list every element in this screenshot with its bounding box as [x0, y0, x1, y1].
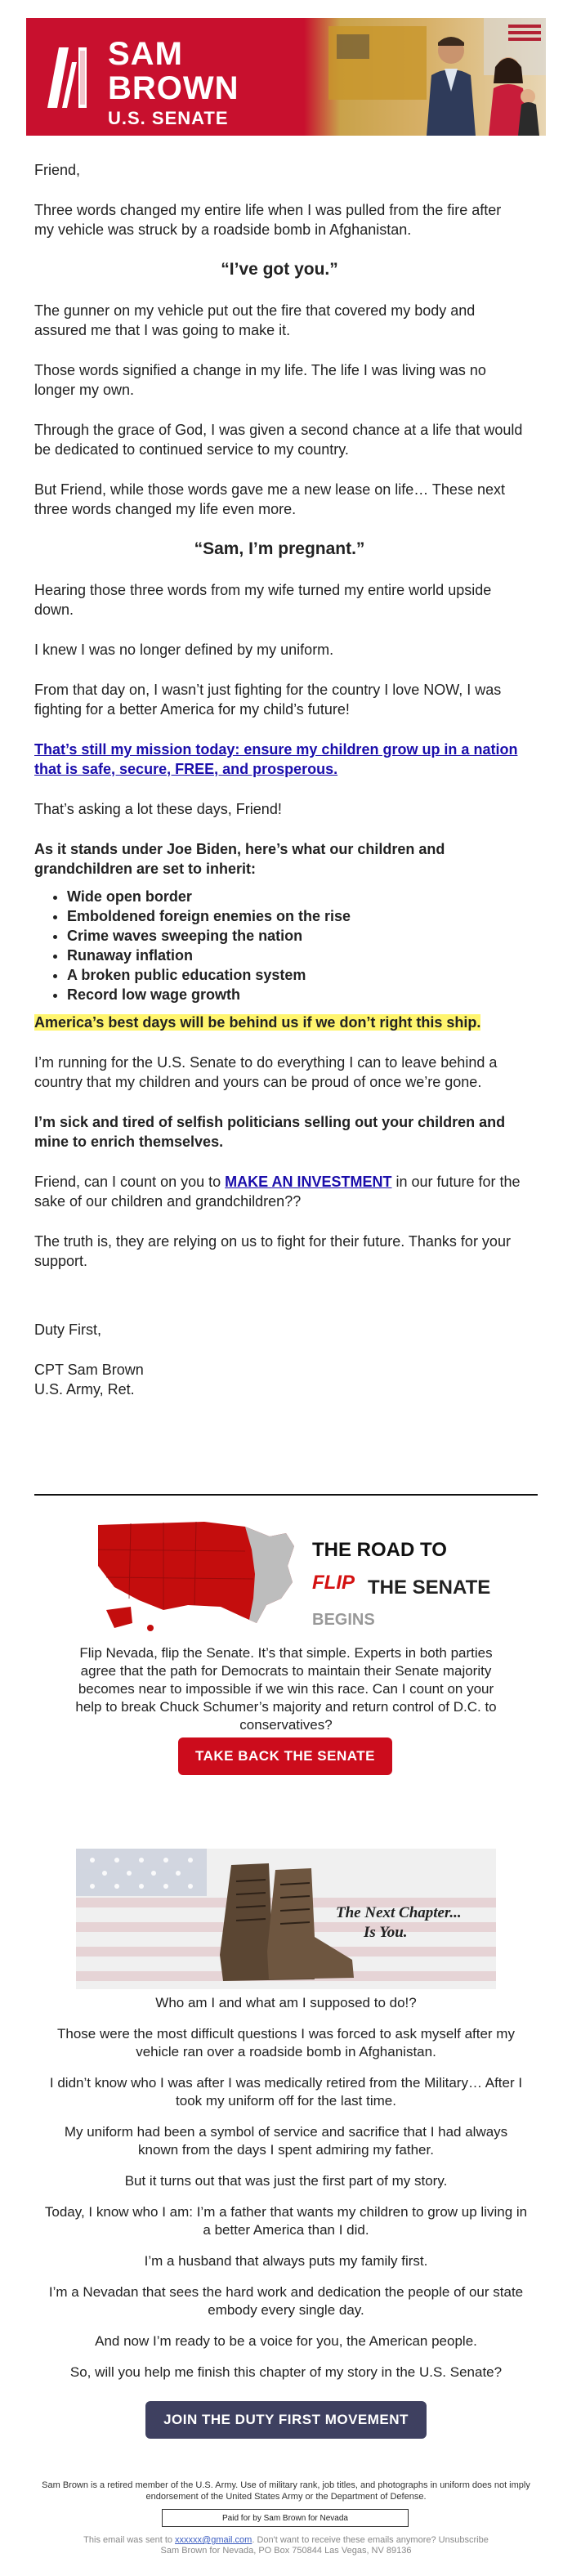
take-back-senate-button[interactable]: TAKE BACK THE SENATE — [178, 1737, 392, 1775]
highlighted-text: America’s best days will be behind us if we don’t right this ship. — [34, 1014, 481, 1031]
greeting: Friend, — [34, 162, 81, 178]
highlight-paragraph — [34, 1013, 525, 1032]
bold-paragraph: I’m sick and tired of selfish politicians selling out your children and mine to enrich themselves. — [34, 1114, 506, 1150]
list-item: • Emboldened foreign enemies on the rise — [67, 906, 525, 926]
footer-disclaimer: Sam Brown is a retired member of the U.S. Army. Use of military rank, job titles, and photographs in uniform does not imply endorsement of the United States Army or the Department of Defense. — [42, 2480, 530, 2502]
inherit-list — [34, 887, 525, 1004]
story-paragraph: My uniform had been a symbol of service and sacrifice that I had always known from the days I spent admiring my father. — [64, 2124, 508, 2158]
graphic-headline-senate: THE SENATE — [368, 1576, 490, 1599]
paragraph: That’s asking a lot these days, Friend! — [34, 801, 282, 817]
mailing-address: Sam Brown for Nevada, PO Box 750844 Las Vegas, NV 89136 — [160, 2546, 412, 2556]
unsubscribe-prompt: . Don't want to receive these emails anymore? — [252, 2535, 439, 2545]
paragraph: Three words changed my entire life when I was pulled from the fire after my vehicle was struck by a roadside bomb in Afghanistan. — [34, 202, 502, 238]
mission-paragraph — [34, 740, 525, 779]
signature-title: U.S. Army, Ret. — [34, 1381, 135, 1398]
story-paragraph: I didn’t know who I was after I was medically retired from the Military… After I took my uniform off for the last time. — [49, 2075, 523, 2109]
brand-office: U.S. SENATE — [108, 108, 229, 128]
list-item: • Runaway inflation — [67, 946, 525, 965]
story-paragraph: So, will you help me finish this chapter of my story in the U.S. Senate? — [69, 2364, 503, 2380]
paragraph: But Friend, while those words gave me a new lease on life… These next three words changed my life even more. — [34, 481, 505, 517]
ask-text-after: in our future for the sake of our children and grandchildren?? — [34, 1174, 521, 1210]
quote-heading: “I’ve got you.” — [221, 260, 338, 279]
inherit-heading: As it stands under Joe Biden, here’s what our children and grandchildren are set to inherit: — [34, 841, 445, 877]
graphic-headline-begins: BEGINS — [312, 1611, 375, 1629]
sent-to-text: This email was sent to — [83, 2535, 176, 2545]
story-paragraph: Those were the most difficult questions I was forced to ask myself after my vehicle ran over a roadside bomb in Afghanistan. — [57, 2026, 515, 2059]
graphic-headline-1: THE ROAD TO — [312, 1539, 447, 1561]
list-item: • Record low wage growth — [67, 985, 525, 1004]
recipient-email-link[interactable]: xxxxxx@gmail.com — [175, 2535, 252, 2545]
mission-link[interactable]: That’s still my mission today: ensure my children grow up in a nation that is safe, secure, FREE, and prosperous. — [34, 741, 518, 777]
signoff: Duty First, — [34, 1322, 102, 1338]
story-paragraph: But it turns out that was just the first part of my story. — [124, 2173, 448, 2189]
road-to-flip-graphic[interactable] — [82, 1509, 490, 1636]
list-item: • Crime waves sweeping the nation — [67, 926, 525, 946]
brand-wordmark — [108, 38, 239, 127]
list-item: • A broken public education system — [67, 965, 525, 985]
story-paragraph: Today, I know who I am: I’m a father that wants my children to grow up living in a better America than I did. — [44, 2204, 528, 2238]
graphic-text-line1: The Next Chapter... — [336, 1904, 462, 1921]
story-paragraph: I’m a husband that always puts my family first. — [144, 2253, 428, 2269]
paragraph: Hearing those three words from my wife turned my entire world upside down. — [34, 582, 492, 618]
signature-name: CPT Sam Brown — [34, 1362, 144, 1378]
header-banner — [26, 18, 546, 136]
flip-description: Flip Nevada, flip the Senate. It’s that simple. Experts in both parties agree that the path for Democrats to maintain their Senate majority becomes near to impossible if we win this race. Can I count on your help to break Chuck Schumer’s majority and return control of D.C. to conservatives? — [75, 1645, 497, 1733]
unsubscribe-link[interactable]: Unsubscribe — [438, 2535, 489, 2545]
list-item: • Wide open border — [67, 887, 525, 906]
ask-paragraph — [34, 1172, 525, 1211]
paragraph: I knew I was no longer defined by my uniform. — [34, 642, 334, 658]
footer-fine-print — [33, 2535, 539, 2556]
join-duty-first-button[interactable]: JOIN THE DUTY FIRST MOVEMENT — [145, 2401, 427, 2439]
paid-for-box: Paid for by Sam Brown for Nevada — [162, 2509, 409, 2527]
graphic-headline-flip: FLIP — [312, 1572, 355, 1594]
story-paragraph: I’m a Nevadan that sees the hard work and dedication the people of our state embody every single day. — [48, 2284, 524, 2318]
letter-body — [34, 160, 525, 1399]
paragraph: I’m running for the U.S. Senate to do everything I can to leave behind a country that my children and yours can be proud of once we’re gone. — [34, 1054, 498, 1090]
graphic-text-line2: Is You. — [364, 1924, 408, 1941]
make-investment-link[interactable]: MAKE AN INVESTMENT — [225, 1174, 392, 1190]
paragraph: The gunner on my vehicle put out the fire that covered my body and assured me that I was going to make it. — [34, 302, 476, 338]
campaign-logo-icon — [44, 42, 90, 111]
story-section — [42, 1994, 530, 2395]
paragraph: The truth is, they are relying on us to fight for their future. Thanks for your support. — [34, 1233, 511, 1269]
paragraph: From that day on, I wasn’t just fighting for the country I love NOW, I was fighting for a better America for my child’s future! — [34, 682, 502, 718]
brand-name-first: SAM — [108, 36, 183, 72]
story-paragraph: And now I’m ready to be a voice for you, the American people. — [95, 2333, 477, 2349]
quote-heading: “Sam, I’m pregnant.” — [194, 539, 365, 558]
brand-name-last: BROWN — [108, 70, 239, 106]
story-paragraph: Who am I and what am I supposed to do!? — [155, 1995, 417, 2010]
ask-text-before: Friend, can I count on you to — [34, 1174, 226, 1190]
section-divider — [34, 1494, 538, 1496]
candidate-family-photo — [304, 18, 546, 136]
paragraph: Those words signified a change in my life. The life I was living was no longer my own. — [34, 362, 486, 398]
next-chapter-graphic[interactable] — [76, 1849, 496, 1989]
paragraph: Through the grace of God, I was given a second chance at a life that would be dedicated to continued service to my country. — [34, 422, 523, 458]
